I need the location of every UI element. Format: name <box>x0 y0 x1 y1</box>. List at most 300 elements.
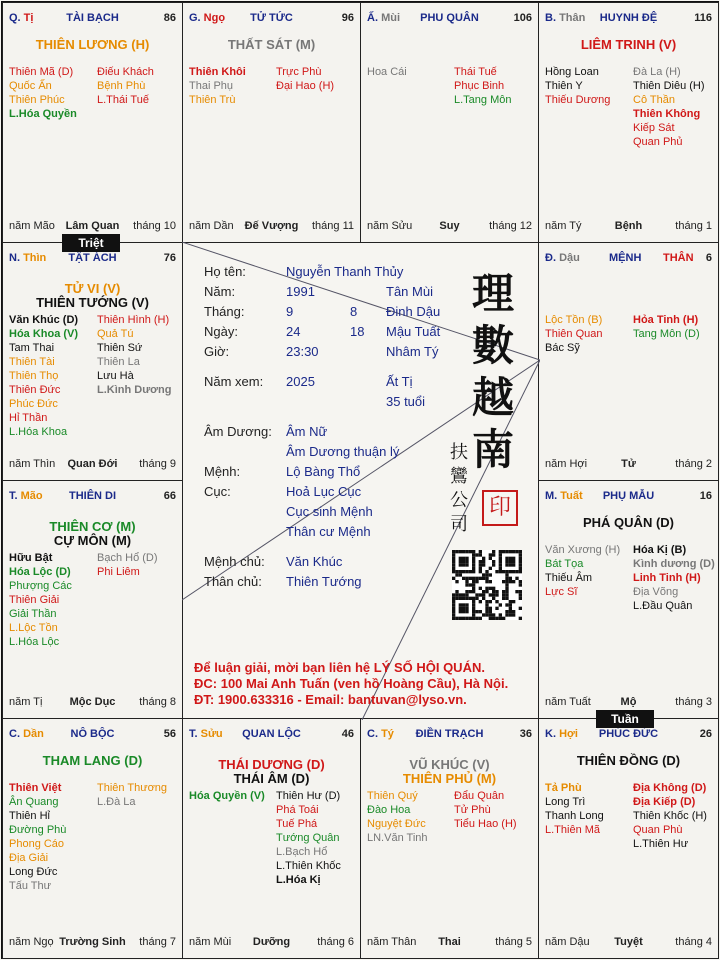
amduong-row-label: Âm Dương: <box>204 424 272 439</box>
star-item: Phượng Các <box>9 580 72 592</box>
cuc3-row-cuc3: Thân cư Mệnh <box>286 524 371 539</box>
thanchu-row-thanchu: Thiên Tướng <box>286 574 362 589</box>
star-item: Tiểu Hao (H) <box>454 818 517 830</box>
tuan-marker: Tuần <box>596 710 654 728</box>
contact-line: Để luận giải, mời bạn liên hệ LÝ SỐ HỘI QUÁN. <box>194 660 485 675</box>
calligraphy-char: 理 <box>472 269 515 318</box>
footer-stage: Tuyệt <box>614 936 643 948</box>
star-item: Thiên Khôi <box>189 66 246 78</box>
star-item: Bạch Hổ (D) <box>97 552 158 564</box>
footer-stage: Lâm Quan <box>65 220 120 232</box>
palace-number: 56 <box>163 728 176 740</box>
star-item: Thiên Hư (D) <box>276 790 341 802</box>
star-list-col1 <box>9 781 66 893</box>
palace-number: 76 <box>163 252 176 264</box>
palace-footer <box>9 696 176 710</box>
star-list-col1 <box>189 65 246 107</box>
red-seal: 印 <box>482 490 518 526</box>
footer-stage: Suy <box>439 220 460 232</box>
footer-year: năm Thân <box>367 936 417 948</box>
star-item: Long Đức <box>9 866 58 878</box>
menh-row <box>204 464 444 480</box>
star-item: Thiên Việt <box>9 782 62 794</box>
palace-name: HUYNH ĐỆ <box>599 12 658 24</box>
star-item: Bát Tọa <box>545 558 584 570</box>
main-star: THÁI DƯƠNG (D) <box>218 757 325 772</box>
palace-branch: M. Tuất <box>545 490 583 502</box>
star-item: Văn Xương (H) <box>545 544 621 556</box>
star-list-col1 <box>189 789 265 803</box>
star-list-col2 <box>97 313 171 397</box>
star-item: L.Thiên Hư <box>633 838 689 850</box>
amduong-row-amduong: Âm Nữ <box>286 424 328 439</box>
star-item: Tả Phù <box>545 782 582 794</box>
star-item: Thiên Sứ <box>97 342 143 354</box>
footer-stage: Tử <box>621 458 636 470</box>
footer-month: tháng 4 <box>675 936 712 948</box>
palace-name: TỬ TỨC <box>250 12 293 24</box>
star-item: Kình dương (D) <box>633 558 715 570</box>
footer-stage: Thai <box>438 936 461 948</box>
footer-stage: Bệnh <box>614 220 643 232</box>
star-item: Thái Tuế <box>454 66 497 78</box>
name-row-name: Nguyễn Thanh Thủy <box>286 264 404 279</box>
star-item: Trực Phù <box>276 66 322 78</box>
star-list-col1 <box>367 65 407 79</box>
year-row-year_cc: Tân Mùi <box>386 284 433 299</box>
palace-cell-d-dau[interactable] <box>538 242 719 481</box>
calligraphy-small-char: 鸞 <box>450 466 468 487</box>
main-star: TỬ VI (V) <box>64 281 121 296</box>
star-item: Cô Thần <box>633 94 675 106</box>
star-item: L.Đầu Quân <box>633 600 693 612</box>
palace-branch: C. Dần <box>9 728 44 740</box>
star-item: Ân Quang <box>9 796 59 808</box>
footer-month: tháng 5 <box>495 936 532 948</box>
palace-header <box>9 725 176 743</box>
menhchu-row-label: Mệnh chủ: <box>204 554 265 569</box>
footer-year: năm Mão <box>9 220 55 232</box>
main-star: THIÊN CƠ (M) <box>49 519 136 534</box>
star-item: Đà La (H) <box>633 66 681 78</box>
star-list-col2 <box>97 551 158 579</box>
palace-cell-n-thin[interactable] <box>2 242 183 481</box>
star-item: Quốc Ấn <box>9 80 52 92</box>
day-row-day_cc: Mậu Tuất <box>386 324 441 339</box>
palace-name: THIÊN DI <box>68 490 117 502</box>
amduong2-row <box>204 444 444 460</box>
footer-year: năm Sửu <box>367 220 413 232</box>
palace-name: PHU QUÂN <box>420 12 479 24</box>
amduong2-row-amduong2: Âm Dương thuận lý <box>286 444 400 459</box>
palace-cell-b-than[interactable] <box>538 2 719 243</box>
footer-month: tháng 6 <box>317 936 354 948</box>
cuc-row-cuc: Hoả Lục Cục <box>286 484 362 499</box>
palace-cell-t-suu[interactable] <box>182 718 361 959</box>
footer-month: tháng 10 <box>133 220 176 232</box>
star-item: Bệnh Phù <box>97 80 146 92</box>
footer-month: tháng 7 <box>139 936 176 948</box>
footer-month: tháng 9 <box>139 458 176 470</box>
palace-number: 96 <box>341 12 354 24</box>
star-list-col2 <box>633 543 715 613</box>
star-item: Thiên Hình (H) <box>97 314 170 326</box>
star-list-col1 <box>545 313 602 355</box>
palace-cell-t-mao[interactable] <box>2 480 183 719</box>
footer-stage: Quan Đới <box>67 458 118 470</box>
palace-header <box>545 9 712 27</box>
thanchu-row-label: Thân chủ: <box>204 574 262 589</box>
month-row-month_cc: Đinh Dậu <box>386 304 441 319</box>
calligraphy-char: 越 <box>472 373 515 422</box>
day-row-day: 24 <box>286 324 301 339</box>
star-item: Phong Cáo <box>9 838 65 850</box>
star-item: Thiếu Dương <box>545 94 611 106</box>
footer-year: năm Dần <box>189 220 234 232</box>
palace-header <box>367 9 532 27</box>
palace-footer <box>9 220 176 234</box>
star-item: L.Thiên Mã <box>545 824 601 836</box>
star-item: L.Hóa Khoa <box>9 426 68 438</box>
star-item: Thanh Long <box>545 810 604 822</box>
footer-year: năm Hợi <box>545 458 588 470</box>
star-list-col2 <box>276 789 341 887</box>
name-row-label: Họ tên: <box>204 264 246 279</box>
star-item: Linh Tinh (H) <box>633 572 701 584</box>
contact-line: ĐC: 100 Mai Anh Tuấn (ven hồ Hoàng Cầu), Hà Nội. <box>194 676 509 691</box>
footer-month: tháng 3 <box>675 696 712 708</box>
palace-number: 6 <box>705 252 712 264</box>
palace-cell-q-ti[interactable] <box>2 2 183 243</box>
star-item: L.Hóa Quyền <box>9 108 77 120</box>
star-item: Hữu Bật <box>9 552 53 564</box>
calligraphy-small-char: 司 <box>450 514 468 535</box>
palace-cell-c-dan[interactable] <box>2 718 183 959</box>
star-item: Phúc Đức <box>9 398 58 410</box>
star-item: Phá Toái <box>276 804 319 816</box>
palace-footer <box>367 220 532 234</box>
palace-footer <box>367 936 532 950</box>
footer-year: năm Dậu <box>545 936 590 948</box>
star-list-col1 <box>545 543 620 599</box>
star-item: Thiên Thọ <box>9 370 59 382</box>
palace-cell-m-tuat[interactable] <box>538 480 719 719</box>
star-item: Tam Thai <box>9 342 55 354</box>
main-star: THIÊN ĐỒNG (D) <box>576 753 681 768</box>
star-item: Văn Khúc (D) <box>9 314 79 326</box>
footer-year: năm Tuất <box>545 696 591 708</box>
day-row-label: Ngày: <box>204 324 238 339</box>
star-item: Thiếu Âm <box>545 572 593 584</box>
star-item: Hóa Lộc (D) <box>9 566 71 578</box>
main-star: LIÊM TRINH (V) <box>580 37 677 52</box>
star-item: Tang Môn (D) <box>633 328 700 340</box>
palace-name: NÔ BỘC <box>70 728 115 740</box>
main-star-2: CỰ MÔN (M) <box>53 533 132 548</box>
year-row <box>204 284 444 300</box>
star-item: Thiên Diêu (H) <box>633 80 705 92</box>
star-item: Thiên Quan <box>545 328 603 340</box>
star-item: Thai Phụ <box>189 80 234 92</box>
star-item: Quan Phù <box>633 824 683 836</box>
palace-cell-c-ty[interactable] <box>360 718 539 959</box>
palace-cell-a-mui[interactable] <box>360 2 539 243</box>
star-item: LN.Văn Tinh <box>367 832 428 844</box>
main-star: PHÁ QUÂN (D) <box>583 515 674 530</box>
star-item: Hỏa Tinh (H) <box>633 314 699 326</box>
star-item: Quan Phủ <box>633 136 683 148</box>
star-list-col1 <box>9 551 72 649</box>
star-item: Thiên Thương <box>97 782 168 794</box>
palace-number: 46 <box>341 728 354 740</box>
footer-year: năm Ngọ <box>9 936 54 948</box>
hour-row-hour: 23:30 <box>286 344 319 359</box>
star-item: Thiên Phúc <box>9 94 65 106</box>
star-item: Thiên La <box>97 356 140 368</box>
palace-footer <box>9 936 176 950</box>
amduong-row <box>204 424 444 440</box>
view-row-view_year: 2025 <box>286 374 315 389</box>
star-item: Thiên Quý <box>367 790 418 802</box>
view-row <box>204 374 444 390</box>
star-list-col2 <box>633 781 707 851</box>
menhchu-row <box>204 554 444 570</box>
star-item: Kiếp Sát <box>633 122 675 134</box>
main-star: THIÊN LƯƠNG (H) <box>35 37 150 52</box>
star-item: Hóa Quyền (V) <box>189 790 265 802</box>
palace-cell-g-ngo[interactable] <box>182 2 361 243</box>
footer-month: tháng 1 <box>675 220 712 232</box>
month-row-month: 9 <box>286 304 294 319</box>
star-item: Hóa Khoa (V) <box>9 328 79 340</box>
star-item: L.Hóa Kị <box>276 874 321 886</box>
palace-footer <box>189 220 354 234</box>
palace-header <box>545 249 712 267</box>
star-item: L.Bạch Hổ <box>276 846 328 858</box>
palace-footer <box>545 936 712 950</box>
star-item: Nguyệt Đức <box>367 818 426 830</box>
star-item: Thiên Tài <box>9 356 55 368</box>
menh-row-label: Mệnh: <box>204 464 241 479</box>
star-item: Tấu Thư <box>9 880 52 892</box>
star-item: Địa Võng <box>633 586 679 598</box>
star-item: Địa Kiếp (D) <box>633 796 696 808</box>
day-row <box>204 324 444 340</box>
tuvi-chart <box>1 1 719 959</box>
cuc2-row-cuc2: Cục sinh Mệnh <box>286 504 373 519</box>
star-item: Lưu Hà <box>97 370 134 382</box>
star-item: Tướng Quân <box>276 832 340 844</box>
view-row-label: Năm xem: <box>204 374 264 389</box>
footer-stage: Dưỡng <box>252 936 291 948</box>
palace-number: 106 <box>513 12 532 24</box>
palace-footer <box>9 458 176 472</box>
cuc-row-label: Cục: <box>204 484 231 499</box>
footer-year: năm Thìn <box>9 458 56 470</box>
palace-name: QUAN LỘC <box>242 728 301 740</box>
main-star-2: THÁI ÂM (D) <box>233 771 310 786</box>
contact-line: ĐT: 1900.633316 - Email: bantuvan@lyso.vn. <box>194 692 467 707</box>
palace-branch: B. Thân <box>545 12 586 24</box>
palace-branch: T. Sửu <box>189 728 223 740</box>
star-item: Giải Thần <box>9 608 57 620</box>
star-list-col1 <box>545 781 604 837</box>
star-item: L.Kình Dương <box>97 384 172 396</box>
main-star-2: THIÊN TƯỚNG (V) <box>36 295 149 310</box>
star-item: Đào Hoa <box>367 804 411 816</box>
palace-number: 26 <box>699 728 712 740</box>
palace-footer <box>545 458 712 472</box>
palace-branch: K. Hợi <box>545 728 578 740</box>
star-list-col2 <box>97 781 167 809</box>
menh-row-menh: Lộ Bàng Thổ <box>286 464 361 479</box>
qr-code <box>452 550 522 620</box>
star-item: Thiên Mã (D) <box>9 66 74 78</box>
palace-number: 66 <box>163 490 176 502</box>
palace-branch: N. Thìn <box>9 252 47 264</box>
main-star-2: THIÊN PHỦ (M) <box>402 771 497 786</box>
view-row-view_cc: Ất Tị <box>386 374 413 389</box>
star-list-col2 <box>633 313 700 341</box>
star-item: Tuế Phá <box>276 818 318 830</box>
star-item: Quả Tú <box>97 328 134 340</box>
star-item: Thiên Khốc (H) <box>633 810 707 822</box>
palace-name: PHÚC ĐỨC <box>598 728 659 740</box>
footer-stage: Trường Sinh <box>59 936 126 948</box>
hour-row-label: Giờ: <box>204 344 230 359</box>
footer-month: tháng 8 <box>139 696 176 708</box>
year-row-year: 1991 <box>286 284 315 299</box>
palace-footer <box>189 936 354 950</box>
footer-year: năm Tị <box>9 696 43 708</box>
palace-number: 36 <box>519 728 532 740</box>
star-item: L.Lộc Tồn <box>9 622 58 634</box>
thanchu-row <box>204 574 444 590</box>
main-star: VŨ KHÚC (V) <box>409 757 490 772</box>
cuc3-row <box>204 524 444 540</box>
palace-header <box>9 487 176 505</box>
main-star: THẤT SÁT (M) <box>227 37 316 52</box>
star-item: Tử Phù <box>454 804 491 816</box>
age-row-age: 35 tuổi <box>386 394 426 409</box>
star-item: Lộc Tồn (B) <box>545 314 603 326</box>
star-item: L.Thái Tuế <box>97 94 149 106</box>
star-list-col1 <box>545 65 610 107</box>
palace-cell-k-hoi[interactable] <box>538 718 719 959</box>
day-row-day_lunar: 18 <box>350 324 365 339</box>
calligraphy-small-char: 公 <box>450 490 468 511</box>
star-item: Hồng Loan <box>545 66 599 78</box>
palace-header <box>189 9 354 27</box>
star-item: Hóa Kị (B) <box>633 544 687 556</box>
star-item: Hoa Cái <box>367 66 407 78</box>
star-item: Thiên Y <box>545 80 583 92</box>
footer-month: tháng 2 <box>675 458 712 470</box>
footer-stage: Mộc Dục <box>69 696 116 708</box>
star-item: L.Đà La <box>97 796 136 808</box>
age-row <box>204 394 444 410</box>
star-item: Phục Binh <box>454 80 505 92</box>
star-item: Thiên Không <box>633 108 701 120</box>
month-row-month_lunar: 8 <box>350 304 358 319</box>
palace-header <box>9 9 176 27</box>
year-row-label: Năm: <box>204 284 236 299</box>
palace-number: 116 <box>694 12 712 24</box>
star-item: Phi Liêm <box>97 566 140 578</box>
star-item: Địa Giải <box>9 852 49 864</box>
star-item: Bác Sỹ <box>545 342 580 354</box>
star-item: Hỉ Thần <box>9 412 48 424</box>
footer-month: tháng 11 <box>311 220 354 232</box>
cuc-row <box>204 484 444 500</box>
palace-name: TÀI BẠCH <box>66 12 119 24</box>
star-item: Long Trì <box>545 796 586 808</box>
triet-marker: Triệt <box>62 234 120 252</box>
footer-month: tháng 12 <box>489 220 532 232</box>
palace-branch: Q. Tị <box>9 12 34 24</box>
star-item: L.Hóa Lộc <box>9 636 60 648</box>
star-list-col2 <box>276 65 334 93</box>
palace-name: MỆNH <box>609 252 642 264</box>
name-row <box>204 264 444 280</box>
star-list-col1 <box>367 789 428 845</box>
palace-header <box>189 725 354 743</box>
star-item: Lực Sĩ <box>545 586 578 598</box>
star-item: Đẩu Quân <box>454 790 505 802</box>
cuc2-row <box>204 504 444 520</box>
main-star: THAM LANG (D) <box>42 753 143 768</box>
star-item: Đường Phù <box>9 824 67 836</box>
hour-row-hour_cc: Nhâm Tý <box>386 344 439 359</box>
palace-header <box>367 725 532 743</box>
star-item: L.Thiên Khốc <box>276 860 341 872</box>
star-item: Điếu Khách <box>97 66 154 78</box>
palace-branch: Ấ. Mùi <box>367 12 401 24</box>
palace-name: ĐIỀN TRẠCH <box>415 728 484 740</box>
footer-year: năm Tý <box>545 220 582 232</box>
star-list-col2 <box>97 65 154 107</box>
footer-stage: Mộ <box>620 696 637 708</box>
star-item: Địa Không (D) <box>633 782 707 794</box>
star-list-col1 <box>9 65 77 121</box>
calligraphy-char: 數 <box>472 321 515 370</box>
star-item: Thiên Trù <box>189 94 236 106</box>
star-item: Đại Hao (H) <box>276 80 335 92</box>
palace-number: 86 <box>163 12 176 24</box>
palace-branch: C. Tý <box>367 728 394 740</box>
palace-branch: T. Mão <box>9 490 43 502</box>
star-list-col1 <box>9 313 78 439</box>
month-row <box>204 304 444 320</box>
menhchu-row-menhchu: Văn Khúc <box>286 554 343 569</box>
palace-branch: Đ. Dậu <box>545 252 580 264</box>
calligraphy-small-char: 扶 <box>450 442 468 463</box>
palace-name: PHỤ MẪU <box>602 490 655 502</box>
star-item: Thiên Đức <box>9 384 61 396</box>
star-item: Thiên Giải <box>9 594 60 606</box>
center-panel <box>182 242 540 719</box>
body-palace-marker: THÂN <box>663 252 694 264</box>
palace-name: TẬT ÁCH <box>68 252 117 264</box>
hour-row <box>204 344 444 360</box>
palace-footer <box>545 696 712 710</box>
footer-year: năm Mùi <box>189 936 232 948</box>
star-list-col2 <box>454 789 517 831</box>
star-item: Thiên Hỉ <box>9 810 50 822</box>
palace-branch: G. Ngọ <box>189 12 226 24</box>
month-row-label: Tháng: <box>204 304 245 319</box>
palace-header <box>545 487 712 505</box>
